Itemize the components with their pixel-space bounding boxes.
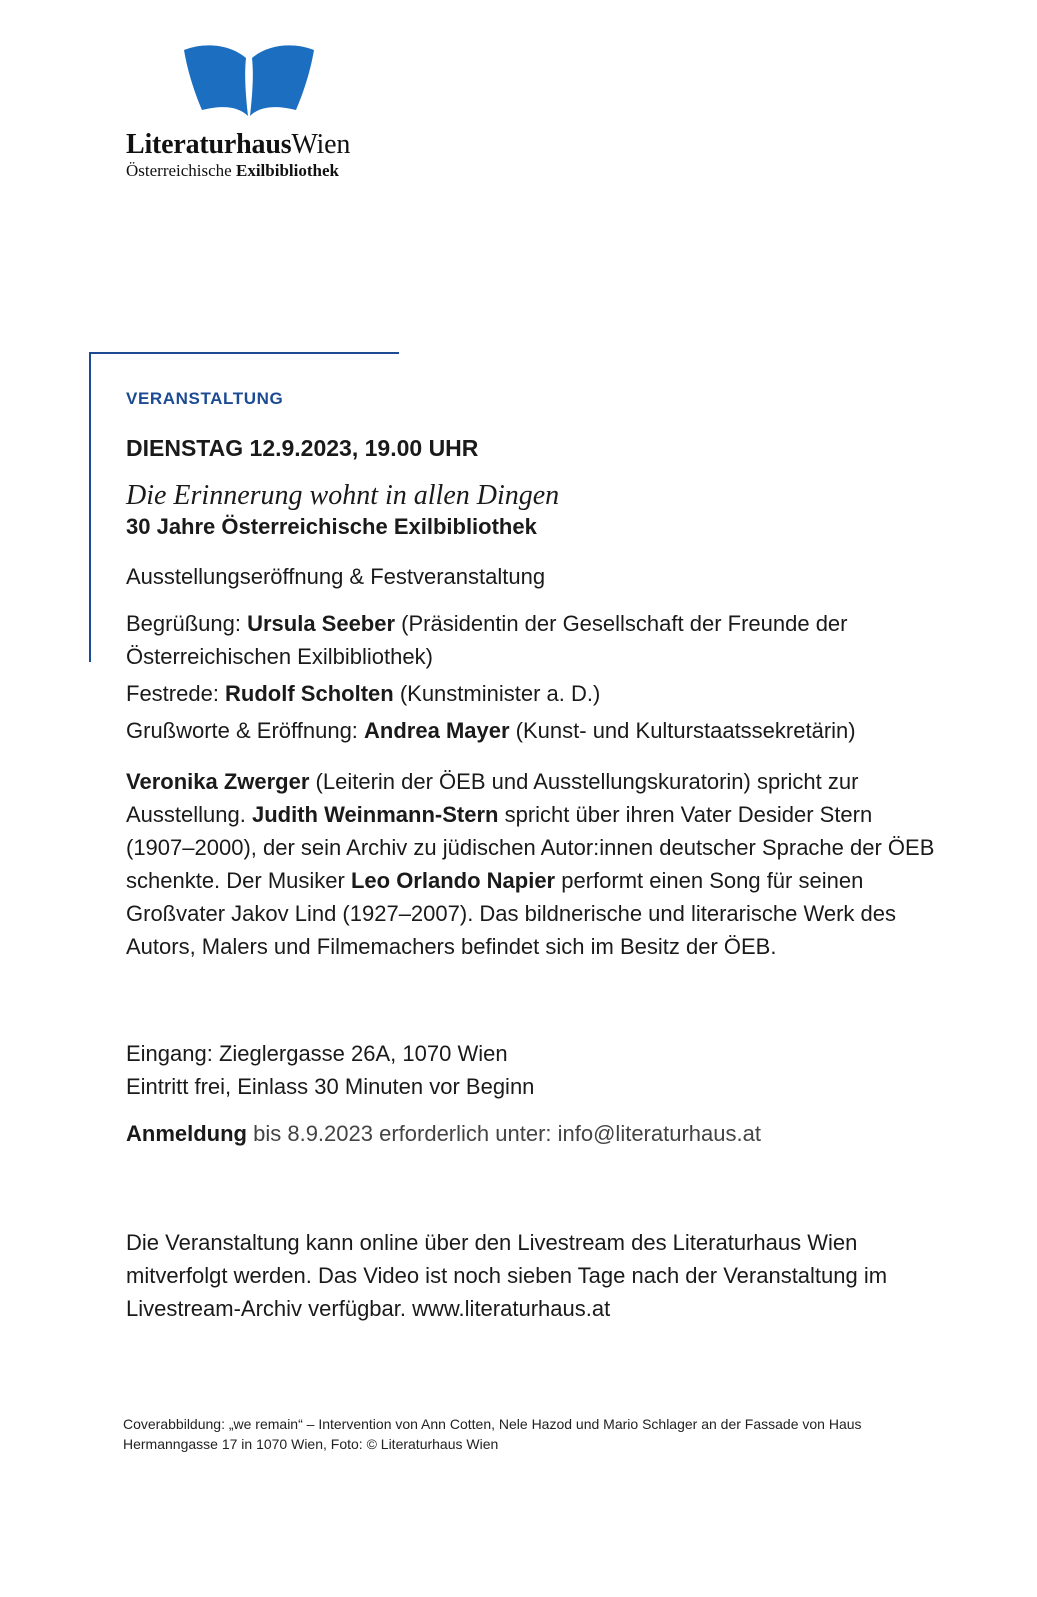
event-title: Die Erinnerung wohnt in allen Dingen: [126, 480, 560, 511]
brand-name: LiteraturhausWien: [126, 129, 351, 160]
frame-left-rule: [89, 352, 91, 662]
admission-info: Eintritt frei, Einlass 30 Minuten vor Beginn: [126, 1074, 535, 1099]
speaker-line: Grußworte & Eröffnung: Andrea Mayer (Kunst- und Kulturstaatssekretärin): [126, 718, 856, 743]
livestream-info: Die Veranstaltung kann online über den Livestream des Literaturhaus Wien mitverfolgt werden. Das Video ist noch sieben Tage nach der Veranstaltung im Livestream-Archiv verfügbar. www.literaturhaus.at: [126, 1230, 888, 1321]
brand-subtitle: Österreichische Exilbibliothek: [126, 161, 339, 180]
speaker-line: Begrüßung: Ursula Seeber (Präsidentin der Gesellschaft der Freunde der Österreichischen Exilbibliothek): [126, 611, 848, 669]
entrance-info: Eingang: Zieglergasse 26A, 1070 Wien: [126, 1041, 508, 1066]
frame-top-rule: [89, 352, 399, 354]
event-subtitle: 30 Jahre Österreichische Exilbibliothek: [126, 514, 537, 539]
cover-credit: Coverabbildung: „we remain“ – Intervention von Ann Cotten, Nele Hazod und Mario Schlager an der Fassade von Haus Hermanngasse 17 in 1070 Wien, Foto: © Literaturhaus Wien: [123, 1416, 862, 1452]
event-kicker: VERANSTALTUNG: [126, 389, 284, 408]
event-description: Veronika Zwerger (Leiterin der ÖEB und Ausstellungskuratorin) spricht zur Ausstellung. Judith Weinmann-Stern spricht über ihren Vater Desider Stern (1907–2000), der sein Archiv zu jüdischen Autor:innen deutscher Sprache der ÖEB schenkte. Der Musiker Leo Orlando Napier performt einen Song für seinen Großvater Jakov Lind (1927–2007). Das bildnerische und literarische Werk des Autors, Malers und Filmemachers befindet sich im Besitz der ÖEB.: [126, 769, 935, 959]
event-date: DIENSTAG 12.9.2023, 19.00 UHR: [126, 435, 479, 461]
speaker-line: Festrede: Rudolf Scholten (Kunstminister a. D.): [126, 681, 601, 706]
event-content: [126, 388, 956, 1325]
registration-info: Anmeldung bis 8.9.2023 erforderlich unter: info@literaturhaus.at: [126, 1121, 761, 1146]
event-type: Ausstellungseröffnung & Festveranstaltung: [126, 564, 546, 589]
open-book-icon: [182, 44, 316, 120]
brand-wordmark: [126, 129, 350, 181]
